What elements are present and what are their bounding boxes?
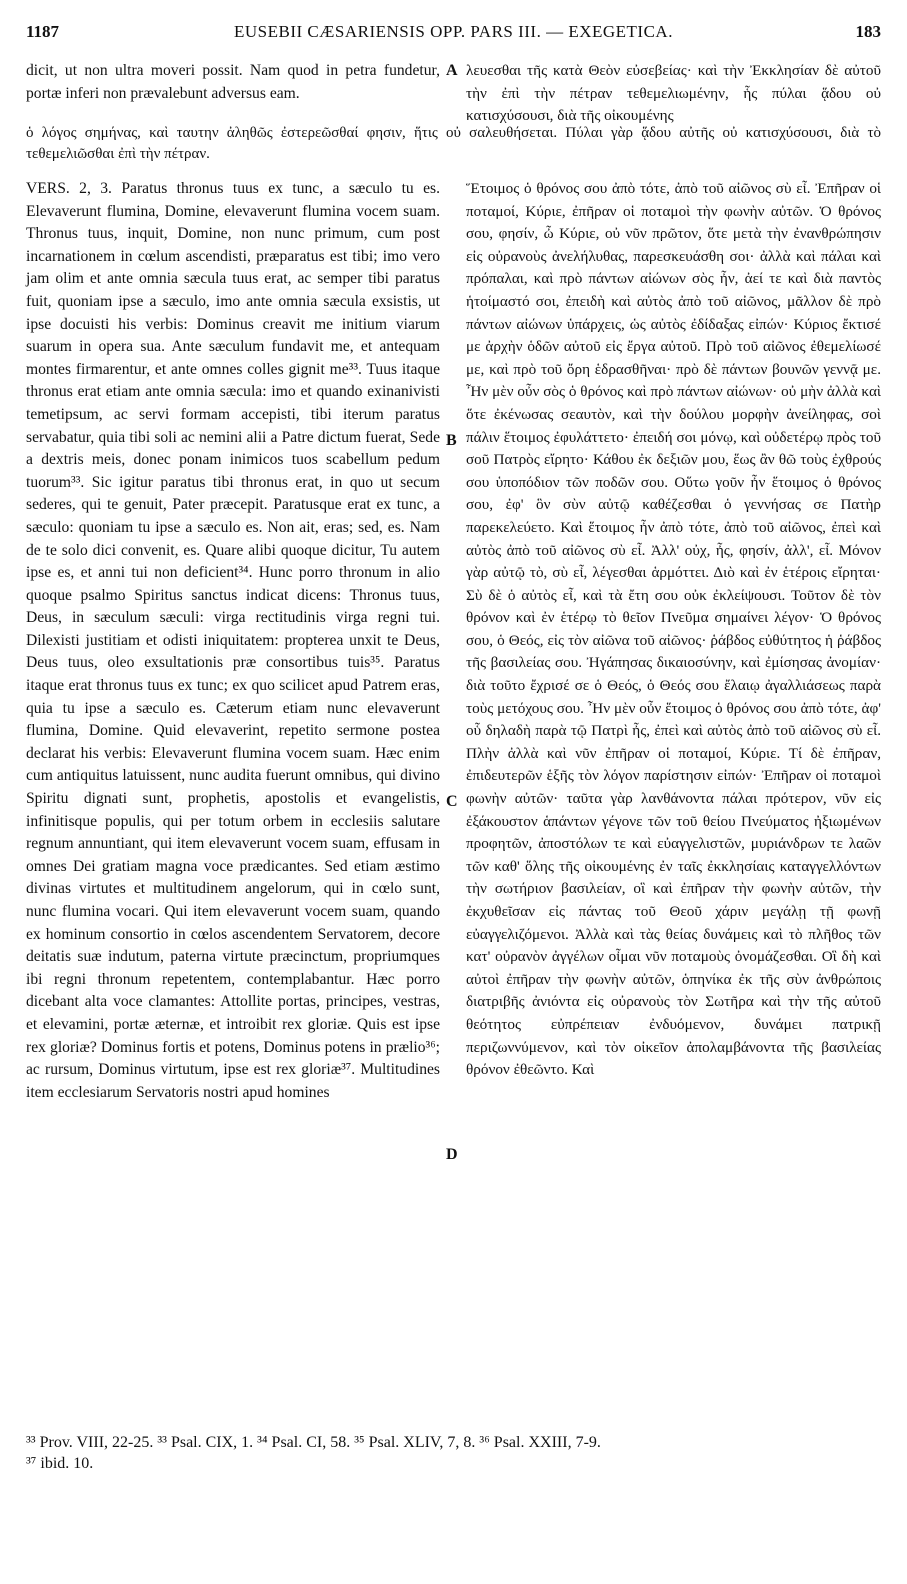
margin-marker-a: A xyxy=(446,62,458,79)
greek-wide-paragraph: ὁ λόγος σημήνας, καὶ ταυτην ἀληθῶς ἐστερεῶσθαί φησιν, ἥτις οὐ σαλευθήσεται. Πύλαι γὰρ ᾅδου αὐτῆς οὐ κατισχύσουσι, διὰ τὸ τεθεμελιῶσθαι ἐπὶ τὴν πέτραν. xyxy=(26,125,881,162)
footnote-line: ³⁷ ibid. 10. xyxy=(26,1455,94,1472)
running-title: EUSEBII CÆSARIENSIS OPP. PARS III. — EXEGETICA. xyxy=(234,22,673,41)
page-number-left: 1187 xyxy=(26,22,60,41)
margin-marker-c: C xyxy=(446,793,458,810)
running-header xyxy=(26,22,881,48)
latin-column xyxy=(26,178,440,1104)
greek-top-paragraph: λευεσθαι τῆς κατὰ Θεὸν εὐσεβείας· καὶ τὴν Ἐκκλησίαν δὲ αὐτοῦ τὴν ἐπὶ τὴν πέτραν τεθεμελιωμένην, ἧς πύλαι ᾅδου οὐ κατισχύσουσι, διὰ τῆς οἰκουμένης xyxy=(466,62,881,125)
latin-paragraph: VERS. 2, 3. Paratus thronus tuus ex tunc, a sæculo tu es. Elevaverunt flumina, Domine, elevaverunt flumina vocem suam. Thronus tuus, inquit, Domine, non nunc primum, cum post incarnationem in cœlum ascendisti, præparatus est tibi; imo vero jam olim et ante omnia sæcula tuus erat, ac semper tibi paratus fuit, quoniam ipse a sæculo, imo ante omnia sæcula exsistis, ut ipse docuisti his verbis: Dominus creavit me initium viarum suarum in opera sua. Ante sæculum fundavit me, et antequam montes firmarentur, et ante omnes colles gignit me³³. Tuus itaque thronus erat etiam ante omnia sæcula: imo et quando exinanivisti temetipsum, ac servi formam accepisti, tibi iterum paratus servabatur, quia tibi soli ac nemini alii a Patre dictum fuerat, Sede a dextris meis, donec ponam inimicos tuos scabellum pedum tuorum³³. Sic igitur paratus tibi thronus erat, in quo ut secum sederes, qui te genuit, Pater præcepit. Paratusque erat ex tunc, a sæculo: quoniam tu ipse a sæculo es. Non ait, eras; sed, es. Nam de te solo dici convenit, es. Quare alibi quoque dicitur, Tu autem ipse es, et anni tui non deficient³⁴. Hunc porro thronum in alio quoque psalmo Spiritus sanctus indicat dicens: Thronus tuus, Deus, in sæculum sæculi: virga rectitudinis virga regni tui. Dilexisti justitiam et odisti iniquitatem: propterea unxit te Deus, Deus tuus, oleo exsultationis præ consortibus tuis³⁵. Paratus itaque erat thronus tuus ex tunc; ex quo scilicet apud Patrem eras, quia tu ipse a sæculo es. Cæterum etiam nunc elevaverunt flumina, Domine. Quid elevaverint, repetito sermone postea declarat his verbis: Elevaverunt flumina vocem suam. Hæc enim cum antiquitus latuissent, nunc audita fuerunt omnibus, qui divino Spiritu dignati sunt, prophetis, apostolis et evangelistis, infinitisque populis, qui per totum orbem in ecclesiis salutare regnum annuntiant, qui item elevaverunt vocem suam, effusam in omnes Dei gratiam magna voce prædicantes. Sed etiam æstimo divinas virtutes et multitudinem angelorum, qui in cœlo sunt, nunc flumina vocari. Qui item elevaverunt vocem suam, quando ex hominum consortio in cœlos ascendentem Servatorem, decore deitatis suæ indutum, paterna virtute præcinctum, propriumques ibi regni thronum repetentem, contemplabantur. Hæc porro dicebant alta voce clamantes: Attollite portas, principes, vestras, et elevamini, portæ æternæ, et introibit rex gloriæ. Quis est ipse rex gloriæ? Dominus fortis et potens, Dominus potens in prælio³⁶; ac rursum, Dominus virtutum, ipse est rex gloriæ³⁷. Multitudines item ecclesiarum Servatoris nostri apud homines xyxy=(26,180,440,1101)
greek-paragraph: Ἕτοιμος ὁ θρόνος σου ἀπὸ τότε, ἀπὸ τοῦ αἰῶνος σὺ εἶ. Ἐπῆραν οἱ ποταμοί, Κύριε, ἐπῆραν οἱ ποταμοὶ τὴν φωνὴν αὐτῶν. Ὁ θρόνος σου, φησίν, ὦ Κύριε, οὐ νῦν πρῶτον, ὅτε μετὰ τὴν ἐνανθρώπησιν εἰς οὐρανοὺς ἀνελήλυθας, παρεσκευάσθη σοι· ἀλλὰ καὶ πάλαι καὶ πρόπαλαι, καὶ πρὸ πάντων αἰώνων σὸς ἦν, ἀεί τε καὶ διὰ παντὸς ἡτοίμαστό σοι, ἐπειδὴ καὶ αὐτὸς ἀπὸ τοῦ αἰῶνος, μᾶλλον δὲ πρὸ πάντων αἰώνων ὑπάρχεις, ὡς αὐτὸς ἐδίδαξας εἰπών· Κύριος ἔκτισέ με ἀρχὴν ὁδῶν αὐτοῦ εἰς ἔργα αὐτοῦ. Πρὸ τοῦ αἰῶνος ἐθεμελίωσέ με, καὶ πρὸ τοῦ ὄρη ἑδρασθῆναι· πρὸ δὲ πάντων βουνῶν γεννᾷ με. Ἦν μὲν οὖν σὸς ὁ θρόνος καὶ πρὸ πάντων αἰώνων· οὐ μὴν ἀλλὰ καὶ ὅτε ἐκένωσας σεαυτὸν, καὶ τὴν δούλου μορφὴν ἀνείληφας, σοὶ πάλιν ἕτοιμος ἐφυλάττετο· ἐπειδή σοι μόνῳ, καὶ οὐδετέρῳ πρὸς τοῦ σοῦ Πατρὸς εἴρητο· Κάθου ἐκ δεξιῶν μου, ἕως ἂν θῶ τοὺς ἐχθρούς σου ὑποπόδιον τῶν ποδῶν σου. Οὕτω γοῦν ἦν ἕτοιμος ὁ θρόνος σου, ἐφ' ὃν σὺν αὐτῷ καθέζεσθαι ὁ γεννήσας σε Πατὴρ παρεκελεύετο. Καὶ ἕτοιμος ἦν ἀπὸ τότε, ἀπὸ τοῦ αἰῶνος, ἐπεὶ καὶ αὐτὸς ἀπὸ τοῦ αἰῶνος σὺ εἶ. Ἀλλ' οὐχ, ἦς, φησίν, ἀλλ', εἶ. Μόνον γὰρ αὐτῷ τὸ, σὺ εἶ, λέγεσθαι ἁρμόττει. Διὸ καὶ ἐν ἑτέροις εἴρηται· Σὺ δὲ ὁ αὐτὸς εἶ, καὶ τὰ ἔτη σου οὐκ ἐκλείψουσι. Τοῦτον δὲ τὸν θρόνον καὶ ἐν ἑτέρῳ τὸ θεῖον Πνεῦμα σημαίνει λέγον· Ὁ θρόνος σου, ὁ Θεός, εἰς τὸν αἰῶνα τοῦ αἰῶνος· ῥάβδος εὐθύτητος ἡ ῥάβδος τῆς βασιλείας σου. Ἠγάπησας δικαιοσύνην, καὶ ἐμίσησας ἀνομίαν· διὰ τοῦτο ἔχρισέ σε ὁ Θεός, ὁ Θεός σου ἔλαιῳ ἀγαλλιάσεως παρὰ τοὺς μετόχους σου. Ἦν μὲν οὖν ἕτοιμος ὁ θρόνος σου ἀπὸ τότε, ἀφ' οὗ δηλαδὴ παρὰ τῷ Πατρὶ ἦς, ἐπεὶ καὶ αὐτὸς ἀπὸ τοῦ αἰῶνος σὺ εἶ. Πλὴν ἀλλὰ καὶ νῦν ἐπῆραν οἱ ποταμοί, Κύριε. Τί δὲ ἐπῆραν, ἐπιδευτερῶν ἑξῆς τὸν λόγον παρίστησιν εἰπών· Ἐπῆραν οἱ ποταμοὶ φωνὴν αὐτῶν· ταῦτα γὰρ λανθάνοντα πάλαι πρότερον, νῦν εἰς ἐξάκουστον ἁπάντων γέγονε τῶν τοῦ θείου Πνεύματος ἠξιωμένων προφητῶν, ἀποστόλων τε καὶ εὐαγγελιστῶν, μυριάνδρων τε λαῶν τῶν καθ' ὅλης τῆς οἰκουμένης ἐν ταῖς ἐκκλησίαις καταγγελλόντων τὴν σωτήριον βασιλείαν, οἳ καὶ ἐπῆραν τὴν φωνὴν αὐτῶν, τὴν ἐκχυθεῖσαν εἰς πάντας τοῦ Θεοῦ χάριν μεγάλῃ τῇ φωνῇ εὐαγγελιζόμενοι. Ἀλλὰ καὶ τὰς θείας δυνάμεις καὶ τὸ πλῆθος τῶν κατ' οὐρανὸν ἀγγέλων οἶμαι νῦν ποταμοὺς ὀνομάζεσθαι. Οἳ δὴ καὶ αὐτοὶ ἐπῆραν τὴν φωνὴν αὐτῶν, ὁπηνίκα ἐκ τῆς σὺν ἀνθρώποις διατριβῆς ἀνιόντα εἰς οὐρανοὺς τὸν Σωτῆρα καὶ τὴν τῆς αὐτοῦ θεότητος εὐπρέπειαν ἐνδυόμενον, δυνάμει πατρικῇ περιζωννύμενον, καὶ τὸν οἰκεῖον ἀπολαμβάνοντα τῆς βασιλείας θρόνον ἐθεῶντο. Καὶ xyxy=(466,180,881,1079)
latin-top-paragraph: dicit, ut non ultra moveri possit. Nam quod in petra fundetur, portæ inferi non prævalebunt adversus eam. xyxy=(26,62,440,102)
greek-column xyxy=(466,178,881,1082)
margin-marker-d: D xyxy=(446,1146,458,1163)
footnotes xyxy=(26,1432,881,1474)
footnote-line: ³³ Prov. VIII, 22-25. ³³ Psal. CIX, 1. ³⁴ Psal. CI, 58. ³⁵ Psal. XLIV, 7, 8. ³⁶ Psal. XXIII, 7-9. xyxy=(26,1434,601,1451)
margin-marker-b: B xyxy=(446,432,457,449)
page-number-right: 183 xyxy=(855,22,881,41)
